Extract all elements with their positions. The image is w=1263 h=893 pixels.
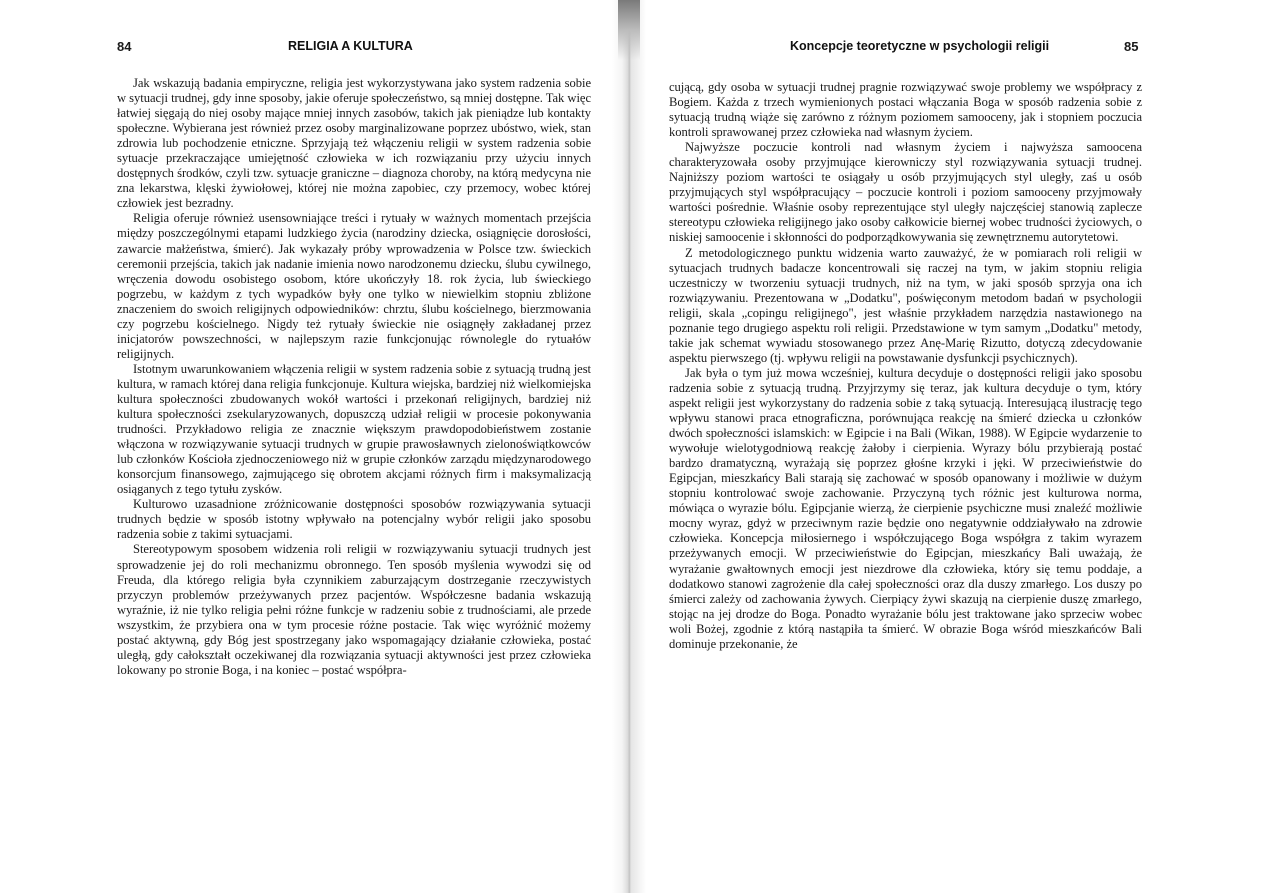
paragraph: Z metodologicznego punktu widzenia warto zauważyć, że w pomiarach roli religii w sytuacjach trudnych badacze koncentrowali się raczej na tym, w jakim stopniu religia uczestniczy w tworzeniu sytuacji trudnych, niż na tym, w jaki sposób sprzyja ona ich rozwiązywaniu. Prezentowana w „Dodatku", poświęconym metodom badań w psychologii religii, skala „copingu religijnego", jest właśnie przykładem narzędzia nastawionego na poznanie tego drugiego aspektu roli religii. Przedstawione w tym samym „Dodatku" metody, takie jak schemat wywiadu stosowanego przez Anę-Marię Rizutto, dotyczą zdecydowanie aspektu pierwszego (tj. wpływu religii na powstawanie dysfunkcji psychicznych). <box>669 245 1142 365</box>
running-head: Koncepcje teoretyczne w psychologii religii <box>790 39 1050 53</box>
body-text <box>669 80 1142 652</box>
right-page <box>640 0 1263 893</box>
paragraph: Jak była o tym już mowa wcześniej, kultura decyduje o dostępności religii jako sposobu radzenia sobie z sytuacją trudną. Przyjrzymy się teraz, jak kultura decyduje o tym, który aspekt religii jest wykorzystany do radzenia sobie z taką sytuacją. Interesującą ilustrację tego wpływu stanowi praca etnograficzna, porównująca reakcję na śmierć dziecka u członków dwóch społeczności islamskich: w Egipcie i na Bali (Wikan, 1988). W Egipcie wydarzenie to wywołuje wielotygodniową reakcję żałoby i cierpienia. Wyrazy bólu przybierają postać bardzo dramatyczną, wyrażają się poprzez głośne krzyki i jęki. W przeciwieństwie do Egipcjan, mieszkańcy Bali starają się zachować w sposób opanowany i możliwie w dużym stopniu kontrolować swoje zachowanie. Przyczyną tych różnic jest kulturowa norma, mówiąca o wyrazie bólu. Egipcjanie wierzą, że cierpienie psychiczne musi znaleźć możliwie mocny wyraz, gdyż w przeciwnym razie będzie ono negatywnie oddziaływało na zdrowie człowieka. Koncepcja miłosiernego i współczującego Boga współgra z takim wyrazem przeżywanych emocji. W przeciwieństwie do Egipcjan, mieszkańcy Bali uważają, że wyrażanie gwałtownych emocji jest niezdrowe dla człowieka, który się temu poddaje, a dodatkowo stanowi zagrożenie dla całej społeczności oraz dla duszy zmarłego. Los duszy po śmierci zależy od zachowania żywych. Cierpiący żywi skazują na cierpienie duszę zmarłego, stojąc na jej drodze do Boga. Ponadto wyrażanie bólu jest traktowane jako sprzeciw wobec woli Bożej, zgodnie z którą nastąpiła ta śmierć. W obrazie Boga wśród mieszkańców Bali dominuje przekonanie, że <box>669 365 1142 651</box>
paragraph: Religia oferuje również usensowniające treści i rytuały w ważnych momentach przejścia między poszczególnymi etapami ludzkiego życia (narodziny dziecka, osiągnięcie dorosłości, zawarcie małżeństwa, śmierć). Jak wykazały próby wprowadzenia w Polsce tzw. świeckich ceremonii przejścia, takich jak nadanie imienia nowo narodzonemu dziecku, ślubu cywilnego, wręczenia dowodu osobistego osobom, które ukończyły 18. rok życia, lub świeckiego pogrzebu, w każdym z tych wypadków były one tylko w niewielkim stopniu zbliżone znaczeniem do swoich religijnych odpowiedników: chrztu, ślubu kościelnego, bierzmowania czy pogrzebu kościelnego. Nigdy też rytuały świeckie nie osiągnęły zakładanej przez inicjatorów powszechności, w najlepszym razie funkcjonując równolegle do rytuałów religijnych. <box>117 211 591 361</box>
paragraph: Najwyższe poczucie kontroli nad własnym życiem i najwyższa samoocena charakteryzowała osoby przyjmujące kierowniczy styl rozwiązywania sytuacji trudnej. Najniższy poziom wartości te osiągały u osób przyjmujących styl uległy, zaś u osób przyjmujących styl współpracujący – poczucie kontroli i poziom samooceny przyjmowały wartości pośrednie. Właśnie osoby reprezentujące styl uległy najczęściej stanowią zaplecze stereotypu człowieka religijnego jako osoby całkowicie biernej wobec trudności życiowych, o niskiej samoocenie i skłonności do podporządkowywania się zewnętrznemu autorytetowi. <box>669 140 1142 245</box>
running-head: RELIGIA A KULTURA <box>288 39 413 53</box>
paragraph: Kulturowo uzasadnione zróżnicowanie dostępności sposobów rozwiązywania sytuacji trudnych będzie w sposób istotny wpływało na potencjalny wybór religii jako sposobu radzenia sobie z takimi sytuacjami. <box>117 497 591 542</box>
page-number: 84 <box>117 39 132 54</box>
body-text <box>117 76 591 678</box>
binding-shadow <box>618 0 640 60</box>
paragraph: Istotnym uwarunkowaniem włączenia religii w system radzenia sobie z sytuacją trudną jest kultura, w ramach której dana religia funkcjonuje. Kultura wiejska, bardziej niż wielkomiejska kultura społeczności zbudowanych wokół wartości i przekonań religijnych, bardziej niż kultura społeczności zsekularyzowanych, dopuszczą udział religii w procesie pokonywania trudności. Przykładowo religia ze znacznie większym prawdopodobieństwem zostanie włączona w rozwiązywanie sytuacji trudnych w grupie prawosławnych zielonoświątkowców lub członków Kościoła zjednoczeniowego niż w grupie członków zarządu międzynarodowego konsorcjum finansowego, zajmującego się obrotem akcjami różnych firm i maksymalizacją osiąganych z tego tytułu zysków. <box>117 361 591 497</box>
left-page <box>0 0 620 893</box>
page-number: 85 <box>1124 39 1139 54</box>
paragraph: Stereotypowym sposobem widzenia roli religii w rozwiązywaniu sytuacji trudnych jest sprowadzenie jej do roli mechanizmu obronnego. Ten sposób myślenia wywodzi się od Freuda, dla którego religia była czynnikiem zaburzającym dostrzeganie rzeczywistych przyczyn problemów przeżywanych przez pacjentów. Współczesne badania wskazują wyraźnie, iż nie tylko religia pełni różne funkcje w radzeniu sobie z trudnościami, ale przede wszystkim, że przybiera ona w tym procesie różne postacie. Tak więc wyróżnić możemy postać aktywną, gdy Bóg jest spostrzegany jako wspomagający działanie człowieka, postać uległą, gdy całokształt oczekiwanej dla rozwiązania sytuacji aktywności jest przez człowieka lokowany po stronie Boga, i na koniec – postać współpra- <box>117 542 591 677</box>
paragraph: cującą, gdy osoba w sytuacji trudnej pragnie rozwiązywać swoje problemy we współpracy z Bogiem. Każda z trzech wymienionych postaci włączania Boga w sposób radzenia sobie z sytuacją trudną wiąże się zarówno z różnym poziomem samooceny, jak i stopniem poczucia kontroli sprawowanej przez człowieka nad własnym życiem. <box>669 80 1142 140</box>
paragraph: Jak wskazują badania empiryczne, religia jest wykorzystywana jako system radzenia sobie w sytuacji trudnej, gdy inne sposoby, jakie oferuje społeczeństwo, są mniej dostępne. Tak więc łatwiej sięgają do niej osoby mające mniej innych zasobów, takich jak pieniądze lub kontakty społeczne. Wybierana jest również przez osoby marginalizowane poprzez ubóstwo, wiek, stan zdrowia lub pochodzenie etniczne. Sprzyjają też włączeniu religii w system radzenia sobie sytuacje przekraczające umiejętność człowieka w ich rozwiązaniu przy użyciu innych dostępnych środków, czyli tzw. sytuacje graniczne – diagnoza choroby, na którą medycyna nie zna lekarstwa, klęski żywiołowej, której nie można zapobiec, czy przemocy, wobec której człowiek jest bezradny. <box>117 76 591 211</box>
